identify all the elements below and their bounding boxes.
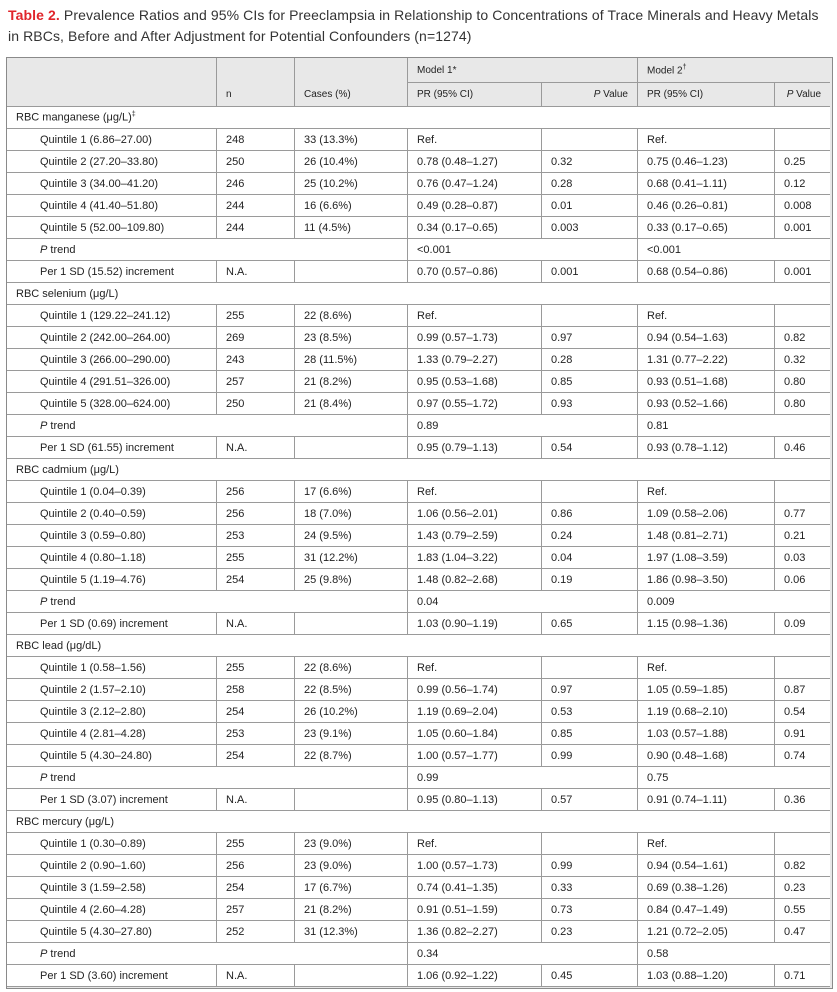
model1-pr-cell: Ref.: [408, 833, 542, 855]
group-label: [7, 811, 830, 833]
table-row: [7, 569, 830, 591]
model1-pr-cell: 1.06 (0.56–2.01): [408, 503, 542, 525]
model2-p-trend: 0.58: [638, 943, 830, 965]
model2-pr-cell: 0.94 (0.54–1.63): [638, 327, 775, 349]
n-cell: N.A.: [217, 613, 295, 635]
model2-pr-cell: 0.91 (0.74–1.11): [638, 789, 775, 811]
row-label: Quintile 1 (0.04–0.39): [7, 481, 217, 503]
model1-p-cell: 0.97: [542, 327, 638, 349]
model1-pr-cell: 1.00 (0.57–1.77): [408, 745, 542, 767]
model2-pr-cell: Ref.: [638, 305, 775, 327]
model2-p-cell: 0.09: [775, 613, 830, 635]
model2-p-cell: 0.001: [775, 217, 830, 239]
table-row: [7, 613, 830, 635]
n-cell: 254: [217, 569, 295, 591]
p1-header: P Value: [542, 83, 638, 107]
model2-p-cell: [775, 305, 830, 327]
results-table-container: [6, 57, 833, 989]
row-label: Quintile 5 (52.00–109.80): [7, 217, 217, 239]
table-row: [7, 965, 830, 987]
group-label: [7, 107, 830, 129]
table-row: [7, 437, 830, 459]
model2-pr-cell: 1.03 (0.57–1.88): [638, 723, 775, 745]
model2-p-cell: 0.55: [775, 899, 830, 921]
model1-pr-cell: 1.06 (0.92–1.22): [408, 965, 542, 987]
model1-p-cell: 0.85: [542, 371, 638, 393]
cases-cell: 23 (8.5%): [295, 327, 408, 349]
n-cell: 254: [217, 877, 295, 899]
p2-header: P Value: [775, 83, 830, 107]
model1-pr-cell: 1.43 (0.79–2.59): [408, 525, 542, 547]
model2-pr-cell: 1.15 (0.98–1.36): [638, 613, 775, 635]
group-row: [7, 459, 830, 481]
model2-p-cell: 0.32: [775, 349, 830, 371]
cases-cell: 23 (9.0%): [295, 833, 408, 855]
group-label-text: RBC manganese (μg/L): [16, 111, 132, 124]
table-label: Table 2.: [8, 7, 60, 23]
row-label: Quintile 4 (2.60–4.28): [7, 899, 217, 921]
cases-cell: 16 (6.6%): [295, 195, 408, 217]
model1-p-cell: 0.53: [542, 701, 638, 723]
table-row: [7, 503, 830, 525]
row-label: Quintile 5 (4.30–27.80): [7, 921, 217, 943]
model2-p-trend: 0.009: [638, 591, 830, 613]
model2-p-cell: 0.82: [775, 855, 830, 877]
row-label: Quintile 4 (2.81–4.28): [7, 723, 217, 745]
cases-header: Cases (%): [295, 83, 408, 107]
n-cell: 253: [217, 723, 295, 745]
results-table: [7, 58, 830, 987]
model1-pr-cell: Ref.: [408, 481, 542, 503]
group-label: [7, 283, 830, 305]
n-cell: 254: [217, 745, 295, 767]
model1-pr-cell: 0.34 (0.17–0.65): [408, 217, 542, 239]
row-label: Quintile 2 (0.40–0.59): [7, 503, 217, 525]
model1-pr-cell: Ref.: [408, 305, 542, 327]
cases-cell: 17 (6.7%): [295, 877, 408, 899]
n-cell: N.A.: [217, 261, 295, 283]
cases-cell: [295, 613, 408, 635]
row-label: Quintile 1 (0.58–1.56): [7, 657, 217, 679]
model1-pr-cell: 0.95 (0.53–1.68): [408, 371, 542, 393]
cases-cell: [295, 437, 408, 459]
table-row: [7, 151, 830, 173]
model1-pr-cell: 0.49 (0.28–0.87): [408, 195, 542, 217]
model2-p-cell: 0.36: [775, 789, 830, 811]
table-row: [7, 327, 830, 349]
model1-pr-cell: 1.19 (0.69–2.04): [408, 701, 542, 723]
table-row: [7, 877, 830, 899]
model2-p-cell: 0.80: [775, 393, 830, 415]
model1-p-cell: 0.73: [542, 899, 638, 921]
model1-pr-cell: 0.95 (0.80–1.13): [408, 789, 542, 811]
model1-p-trend: <0.001: [408, 239, 638, 261]
model2-p-cell: 0.06: [775, 569, 830, 591]
group-label: [7, 635, 830, 657]
model1-p-cell: [542, 833, 638, 855]
model1-p-cell: 0.003: [542, 217, 638, 239]
n-header: n: [217, 83, 295, 107]
row-label: Quintile 3 (34.00–41.20): [7, 173, 217, 195]
row-label: P trend: [7, 591, 408, 613]
model2-pr-cell: 1.05 (0.59–1.85): [638, 679, 775, 701]
p-trend-row: [7, 415, 830, 437]
model1-pr-cell: 0.76 (0.47–1.24): [408, 173, 542, 195]
p2-header-text: Value: [796, 89, 822, 100]
model2-pr-cell: 0.93 (0.78–1.12): [638, 437, 775, 459]
n-cell: 244: [217, 217, 295, 239]
pr2-header: PR (95% CI): [638, 83, 775, 107]
model1-p-trend: 0.89: [408, 415, 638, 437]
row-label: Quintile 5 (328.00–624.00): [7, 393, 217, 415]
cases-cell: 23 (9.0%): [295, 855, 408, 877]
table-row: [7, 723, 830, 745]
model2-p-cell: [775, 129, 830, 151]
model2-p-cell: 0.71: [775, 965, 830, 987]
row-label: Quintile 4 (0.80–1.18): [7, 547, 217, 569]
model1-p-cell: [542, 657, 638, 679]
n-cell: 255: [217, 305, 295, 327]
cases-cell: [295, 789, 408, 811]
cases-cell: 25 (9.8%): [295, 569, 408, 591]
p-trend-row: [7, 767, 830, 789]
table-row: [7, 701, 830, 723]
model1-pr-cell: Ref.: [408, 129, 542, 151]
n-cell: 258: [217, 679, 295, 701]
n-cell: 254: [217, 701, 295, 723]
cases-cell: 22 (8.7%): [295, 745, 408, 767]
n-cell: 253: [217, 525, 295, 547]
n-cell: 269: [217, 327, 295, 349]
model2-p-cell: 0.03: [775, 547, 830, 569]
row-label: Quintile 1 (0.30–0.89): [7, 833, 217, 855]
model2-p-cell: 0.87: [775, 679, 830, 701]
model1-p-cell: 0.01: [542, 195, 638, 217]
model1-pr-cell: 1.48 (0.82–2.68): [408, 569, 542, 591]
group-label: [7, 459, 830, 481]
table-row: [7, 371, 830, 393]
model2-pr-cell: 1.31 (0.77–2.22): [638, 349, 775, 371]
model2-p-cell: [775, 481, 830, 503]
model2-p-cell: 0.25: [775, 151, 830, 173]
model1-p-cell: [542, 129, 638, 151]
row-label: Quintile 1 (129.22–241.12): [7, 305, 217, 327]
row-label: Quintile 4 (41.40–51.80): [7, 195, 217, 217]
cases-cell: 31 (12.3%): [295, 921, 408, 943]
model2-pr-cell: 1.48 (0.81–2.71): [638, 525, 775, 547]
model1-pr-cell: Ref.: [408, 657, 542, 679]
n-cell: 250: [217, 393, 295, 415]
cases-cell: 18 (7.0%): [295, 503, 408, 525]
model1-pr-cell: 1.36 (0.82–2.27): [408, 921, 542, 943]
row-label: Quintile 2 (0.90–1.60): [7, 855, 217, 877]
model1-p-cell: 0.24: [542, 525, 638, 547]
model1-pr-cell: 1.03 (0.90–1.19): [408, 613, 542, 635]
row-label: Quintile 3 (1.59–2.58): [7, 877, 217, 899]
model2-pr-cell: 1.86 (0.98–3.50): [638, 569, 775, 591]
model2-pr-cell: 0.93 (0.52–1.66): [638, 393, 775, 415]
model1-p-cell: 0.32: [542, 151, 638, 173]
p-trend-row: [7, 239, 830, 261]
model1-p-cell: 0.85: [542, 723, 638, 745]
n-cell: N.A.: [217, 965, 295, 987]
model1-p-cell: 0.93: [542, 393, 638, 415]
model2-p-trend: <0.001: [638, 239, 830, 261]
row-label: P trend: [7, 943, 408, 965]
cases-cell: 21 (8.4%): [295, 393, 408, 415]
model1-p-cell: [542, 481, 638, 503]
table-row: [7, 547, 830, 569]
row-label: P trend: [7, 239, 408, 261]
table-row: [7, 789, 830, 811]
row-label: Quintile 5 (1.19–4.76): [7, 569, 217, 591]
model1-p-cell: [542, 305, 638, 327]
model2-p-cell: [775, 833, 830, 855]
cases-cell: 26 (10.4%): [295, 151, 408, 173]
model2-p-cell: 0.54: [775, 701, 830, 723]
cases-cell: 31 (12.2%): [295, 547, 408, 569]
cases-cell: 22 (8.6%): [295, 305, 408, 327]
n-cell: 255: [217, 547, 295, 569]
model2-pr-cell: 1.21 (0.72–2.05): [638, 921, 775, 943]
model1-pr-cell: 1.00 (0.57–1.73): [408, 855, 542, 877]
model2-header: Model 2†: [638, 58, 830, 83]
model1-p-cell: 0.99: [542, 855, 638, 877]
model2-p-cell: 0.47: [775, 921, 830, 943]
table-title: Prevalence Ratios and 95% CIs for Preeclampsia in Relationship to Concentrations of Trace Minerals and Heavy Metals in RBCs, Before and After Adjustment for Potential Confounders (n=1274): [8, 7, 819, 44]
model1-pr-cell: 0.97 (0.55–1.72): [408, 393, 542, 415]
row-label: P trend: [7, 415, 408, 437]
model1-p-trend: 0.34: [408, 943, 638, 965]
n-cell: 252: [217, 921, 295, 943]
n-cell: 256: [217, 481, 295, 503]
model1-p-cell: 0.65: [542, 613, 638, 635]
header-blank: [295, 58, 408, 83]
model1-p-cell: 0.99: [542, 745, 638, 767]
model2-pr-cell: Ref.: [638, 657, 775, 679]
cases-cell: 21 (8.2%): [295, 371, 408, 393]
group-row: [7, 811, 830, 833]
n-cell: 244: [217, 195, 295, 217]
cases-cell: [295, 261, 408, 283]
p-trend-row: [7, 591, 830, 613]
group-row: [7, 107, 830, 129]
cases-cell: 33 (13.3%): [295, 129, 408, 151]
model1-pr-cell: 0.74 (0.41–1.35): [408, 877, 542, 899]
row-label: Quintile 2 (242.00–264.00): [7, 327, 217, 349]
model2-pr-cell: 0.69 (0.38–1.26): [638, 877, 775, 899]
model2-p-cell: 0.82: [775, 327, 830, 349]
cases-cell: 21 (8.2%): [295, 899, 408, 921]
model2-pr-cell: Ref.: [638, 833, 775, 855]
model2-pr-cell: 0.93 (0.51–1.68): [638, 371, 775, 393]
model1-p-trend: 0.04: [408, 591, 638, 613]
row-label: P trend: [7, 767, 408, 789]
table-row: [7, 217, 830, 239]
model1-p-cell: 0.19: [542, 569, 638, 591]
group-label-text: RBC cadmium (μg/L): [16, 463, 119, 476]
model2-pr-cell: 1.97 (1.08–3.59): [638, 547, 775, 569]
n-cell: 256: [217, 503, 295, 525]
model2-pr-cell: 0.90 (0.48–1.68): [638, 745, 775, 767]
model2-pr-cell: 1.09 (0.58–2.06): [638, 503, 775, 525]
model2-p-trend: 0.81: [638, 415, 830, 437]
p-trend-row: [7, 943, 830, 965]
model2-p-cell: 0.23: [775, 877, 830, 899]
model1-p-cell: 0.86: [542, 503, 638, 525]
group-label-text: RBC mercury (μg/L): [16, 815, 115, 828]
group-label-text: RBC lead (μg/dL): [16, 639, 102, 652]
model2-p-cell: 0.80: [775, 371, 830, 393]
model1-p-cell: 0.45: [542, 965, 638, 987]
model1-p-cell: 0.57: [542, 789, 638, 811]
model1-pr-cell: 0.91 (0.51–1.59): [408, 899, 542, 921]
cases-cell: 28 (11.5%): [295, 349, 408, 371]
model2-pr-cell: 0.84 (0.47–1.49): [638, 899, 775, 921]
model1-pr-cell: 1.33 (0.79–2.27): [408, 349, 542, 371]
model2-p-cell: [775, 657, 830, 679]
cases-cell: 22 (8.5%): [295, 679, 408, 701]
model2-p-cell: 0.46: [775, 437, 830, 459]
model2-pr-cell: Ref.: [638, 129, 775, 151]
table-row: [7, 525, 830, 547]
n-cell: N.A.: [217, 437, 295, 459]
p1-header-text: Value: [603, 89, 628, 100]
table-row: [7, 855, 830, 877]
cases-cell: 17 (6.6%): [295, 481, 408, 503]
cases-cell: 24 (9.5%): [295, 525, 408, 547]
model2-pr-cell: 0.94 (0.54–1.61): [638, 855, 775, 877]
model1-header: Model 1*: [408, 58, 638, 83]
model2-p-cell: 0.12: [775, 173, 830, 195]
n-cell: 255: [217, 657, 295, 679]
model2-p-trend: 0.75: [638, 767, 830, 789]
model2-pr-cell: 0.33 (0.17–0.65): [638, 217, 775, 239]
n-cell: 255: [217, 833, 295, 855]
table-row: [7, 679, 830, 701]
n-cell: 257: [217, 371, 295, 393]
table-row: [7, 305, 830, 327]
model2-pr-cell: Ref.: [638, 481, 775, 503]
model1-p-cell: 0.97: [542, 679, 638, 701]
group-label-text: RBC selenium (μg/L): [16, 287, 119, 300]
row-label: Per 1 SD (15.52) increment: [7, 261, 217, 283]
table-row: [7, 195, 830, 217]
table-body: [7, 107, 830, 987]
model1-pr-cell: 0.70 (0.57–0.86): [408, 261, 542, 283]
model2-p-cell: 0.91: [775, 723, 830, 745]
row-label: Quintile 2 (1.57–2.10): [7, 679, 217, 701]
cases-cell: 26 (10.2%): [295, 701, 408, 723]
table-row: [7, 657, 830, 679]
row-label: Quintile 3 (266.00–290.00): [7, 349, 217, 371]
model2-pr-cell: 0.68 (0.54–0.86): [638, 261, 775, 283]
cases-cell: 11 (4.5%): [295, 217, 408, 239]
row-label: Per 1 SD (61.55) increment: [7, 437, 217, 459]
model1-pr-cell: 0.99 (0.57–1.73): [408, 327, 542, 349]
n-cell: 243: [217, 349, 295, 371]
model1-pr-cell: 0.95 (0.79–1.13): [408, 437, 542, 459]
n-cell: N.A.: [217, 789, 295, 811]
table-row: [7, 349, 830, 371]
cases-cell: 25 (10.2%): [295, 173, 408, 195]
model2-pr-cell: 0.68 (0.41–1.11): [638, 173, 775, 195]
model2-pr-cell: 0.46 (0.26–0.81): [638, 195, 775, 217]
n-cell: 246: [217, 173, 295, 195]
header-row-columns: [7, 83, 830, 107]
pr1-header: PR (95% CI): [408, 83, 542, 107]
table-row: [7, 173, 830, 195]
model1-pr-cell: 0.78 (0.48–1.27): [408, 151, 542, 173]
group-row: [7, 283, 830, 305]
table-row: [7, 481, 830, 503]
model2-p-cell: 0.001: [775, 261, 830, 283]
n-cell: 250: [217, 151, 295, 173]
row-label: Per 1 SD (3.07) increment: [7, 789, 217, 811]
header-row-models: [7, 58, 830, 83]
header-blank: [7, 58, 217, 83]
model1-p-cell: 0.28: [542, 349, 638, 371]
model2-p-cell: 0.21: [775, 525, 830, 547]
row-label: Quintile 3 (2.12–2.80): [7, 701, 217, 723]
model1-p-cell: 0.001: [542, 261, 638, 283]
table-row: [7, 261, 830, 283]
model2-p-cell: 0.74: [775, 745, 830, 767]
model1-p-cell: 0.04: [542, 547, 638, 569]
footnote-mark: ‡: [131, 111, 136, 119]
model1-p-trend: 0.99: [408, 767, 638, 789]
model2-p-cell: 0.008: [775, 195, 830, 217]
model2-pr-cell: 1.03 (0.88–1.20): [638, 965, 775, 987]
model1-p-cell: 0.23: [542, 921, 638, 943]
model2-pr-cell: 0.75 (0.46–1.23): [638, 151, 775, 173]
n-cell: 257: [217, 899, 295, 921]
row-label: Quintile 4 (291.51–326.00): [7, 371, 217, 393]
row-label: Per 1 SD (3.60) increment: [7, 965, 217, 987]
header-blank: [217, 58, 295, 83]
row-label: Quintile 5 (4.30–24.80): [7, 745, 217, 767]
group-row: [7, 635, 830, 657]
cases-cell: 22 (8.6%): [295, 657, 408, 679]
model2-pr-cell: 1.19 (0.68–2.10): [638, 701, 775, 723]
model1-p-cell: 0.28: [542, 173, 638, 195]
n-cell: 256: [217, 855, 295, 877]
table-row: [7, 745, 830, 767]
model1-pr-cell: 0.99 (0.56–1.74): [408, 679, 542, 701]
model1-pr-cell: 1.83 (1.04–3.22): [408, 547, 542, 569]
model2-p-cell: 0.77: [775, 503, 830, 525]
table-caption: [8, 5, 833, 47]
table-row: [7, 833, 830, 855]
row-label: Quintile 1 (6.86–27.00): [7, 129, 217, 151]
model1-pr-cell: 1.05 (0.60–1.84): [408, 723, 542, 745]
row-label: Quintile 2 (27.20–33.80): [7, 151, 217, 173]
cases-cell: 23 (9.1%): [295, 723, 408, 745]
table-row: [7, 899, 830, 921]
model1-p-cell: 0.33: [542, 877, 638, 899]
row-label: Quintile 3 (0.59–0.80): [7, 525, 217, 547]
table-row: [7, 129, 830, 151]
cases-cell: [295, 965, 408, 987]
table-row: [7, 393, 830, 415]
row-label: Per 1 SD (0.69) increment: [7, 613, 217, 635]
table-row: [7, 921, 830, 943]
n-cell: 248: [217, 129, 295, 151]
header-blank: [7, 83, 217, 107]
model1-p-cell: 0.54: [542, 437, 638, 459]
